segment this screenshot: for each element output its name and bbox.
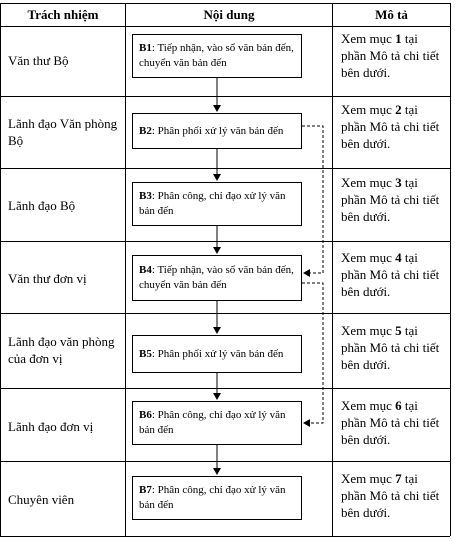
- step-box-b5: [132, 335, 302, 373]
- row-divider: [0, 388, 450, 389]
- step-code: B5: [139, 347, 152, 360]
- table-border-top: [0, 3, 450, 4]
- step-text: : Phân phối xử lý văn bản đến: [151, 124, 284, 137]
- row-divider: [0, 313, 450, 314]
- role-cell: Lãnh đạo Văn phòng Bộ: [8, 116, 118, 148]
- header-content: Nội dung: [203, 7, 255, 22]
- role-cell: Văn thư đơn vị: [8, 271, 87, 286]
- dashed-arrow-b2-b4: [302, 126, 323, 273]
- row-divider: [0, 461, 450, 462]
- step-code: B2: [139, 124, 152, 137]
- step-text: : Phân công, chỉ đạo xử lý văn bản đến: [139, 409, 286, 436]
- column-divider: [332, 3, 333, 536]
- description-cell: Xem mục 4 tại phần Mô tả chi tiết bên dưới.: [341, 250, 440, 299]
- step-box-b6: [132, 401, 302, 445]
- table-border-left: [0, 3, 1, 536]
- description-cell: Xem mục 2 tại phần Mô tả chi tiết bên dưới.: [341, 102, 440, 151]
- step-box-b4: [132, 255, 302, 301]
- step-text: : Phân công, chỉ đạo xử lý văn bản đến: [139, 484, 286, 511]
- role-cell: Lãnh đạo đơn vị: [8, 419, 94, 434]
- header-description: Mô tả: [375, 7, 408, 22]
- description-cell: Xem mục 6 tại phần Mô tả chi tiết bên dưới.: [341, 398, 440, 447]
- table-border-bottom: [0, 536, 450, 537]
- header-responsibility: Trách nhiệm: [27, 7, 99, 22]
- step-code: B1: [139, 42, 152, 54]
- step-code: B3: [139, 190, 152, 202]
- role-cell: Lãnh đạo văn phòng của đơn vị: [8, 334, 115, 366]
- section-number: 7: [395, 471, 402, 486]
- step-box-b7: [132, 476, 302, 520]
- dashed-arrow-b4-b6: [302, 283, 323, 423]
- section-number: 6: [395, 398, 402, 413]
- description-cell: Xem mục 3 tại phần Mô tả chi tiết bên dưới.: [341, 175, 440, 224]
- row-divider: [0, 241, 450, 242]
- step-code: B4: [139, 264, 152, 276]
- step-text: : Phân phối xử lý văn bản đến: [151, 347, 284, 360]
- description-cell: Xem mục 1 tại phần Mô tả chi tiết bên dưới.: [341, 31, 440, 80]
- section-number: 1: [395, 31, 402, 46]
- row-divider: [0, 96, 450, 97]
- step-text: : Tiếp nhận, vào sổ văn bản đến, chuyển văn bản đến: [139, 42, 294, 69]
- step-code: B6: [139, 409, 152, 421]
- table-border-right: [450, 3, 451, 536]
- header-divider: [0, 26, 450, 27]
- description-cell: Xem mục 7 tại phần Mô tả chi tiết bên dưới.: [341, 471, 440, 520]
- section-number: 3: [395, 175, 402, 190]
- role-cell: Chuyên viên: [8, 492, 75, 507]
- description-cell: Xem mục 5 tại phần Mô tả chi tiết bên dưới.: [341, 323, 440, 372]
- step-text: : Phân công, chỉ đạo xử lý văn bản đến: [139, 190, 286, 217]
- section-number: 2: [395, 102, 402, 117]
- step-code: B7: [139, 484, 152, 496]
- step-box-b3: [132, 182, 302, 226]
- row-divider: [0, 168, 450, 169]
- role-cell: Văn thư Bộ: [8, 53, 69, 68]
- step-text: : Tiếp nhận, vào sổ văn bản đến, chuyển văn bản đến: [139, 264, 294, 291]
- section-number: 5: [395, 323, 402, 338]
- column-divider: [125, 3, 126, 536]
- role-cell: Lãnh đạo Bộ: [8, 198, 76, 213]
- step-box-b2: [132, 113, 302, 149]
- section-number: 4: [395, 250, 402, 265]
- step-box-b1: [132, 34, 302, 78]
